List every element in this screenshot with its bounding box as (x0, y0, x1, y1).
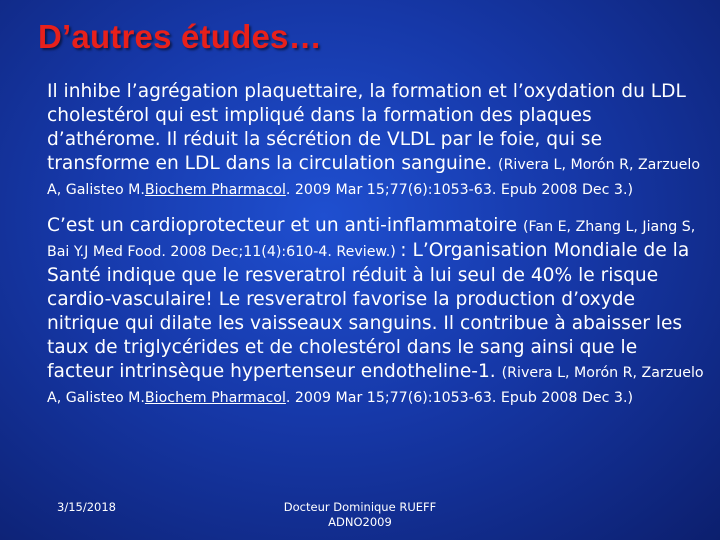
citation-details: . 2009 Mar 15;77(6):1053-63. Epub 2008 Dec 3.) (285, 390, 633, 406)
paragraph-text-continued: L’Organisation Mondiale de la Santé indique que le resveratrol réduit à lui seul de 40% le risque cardio-vasculaire! Le resveratrol favorise la production d’oxyde nitrique qui dilate les vaisseaux sanguins. Il contribue à abaisser les taux de triglycérides et de cholestérol dans le sang ainsi que le facteur intrinsèque hypertenseur endotheline-1. (47, 240, 690, 382)
paragraph-colon: : (400, 240, 407, 261)
citation-journal-link[interactable]: Biochem Pharmacol (144, 182, 286, 198)
citation-authors: Rivera L, Morón R, Zarzuelo A, Galisteo M. (47, 365, 704, 406)
slide-body (47, 80, 707, 410)
paragraph-cardioprotective (47, 214, 707, 410)
citation-open-paren: ( (501, 365, 508, 381)
paragraph-platelet-aggregation (47, 80, 707, 202)
citation-authors: Fan E, Zhang L, Jiang S, Bai Y.J Med Food. 2008 Dec;11(4):610-4. Review.) (47, 219, 696, 260)
slide-title: D’autres études… (38, 18, 322, 55)
footer-author-name: Docteur Dominique RUEFF (283, 500, 437, 514)
citation-open-paren: ( (522, 219, 529, 235)
footer-author (250, 500, 470, 530)
citation-open-paren: ( (498, 157, 504, 173)
citation-authors: Rivera L, Morón R, Zarzuelo A, Galisteo M. (47, 157, 700, 198)
paragraph-text: C’est un cardioprotecteur et un anti-inflammatoire (47, 215, 523, 236)
paragraph-text: Il inhibe l’agrégation plaquettaire, la formation et l’oxydation du LDL cholestérol qui est impliqué dans la formation des plaques d’athérome. Il réduit la sécrétion de VLDL par le foie, qui se transforme en LDL dans la circulation sanguine. (47, 81, 686, 174)
footer-date: 3/15/2018 (57, 500, 116, 514)
citation-journal-link[interactable]: Biochem Pharmacol (144, 390, 286, 406)
citation-details: . 2009 Mar 15;77(6):1053-63. Epub 2008 Dec 3.) (285, 182, 633, 198)
footer-author-code: ADNO2009 (328, 515, 392, 529)
